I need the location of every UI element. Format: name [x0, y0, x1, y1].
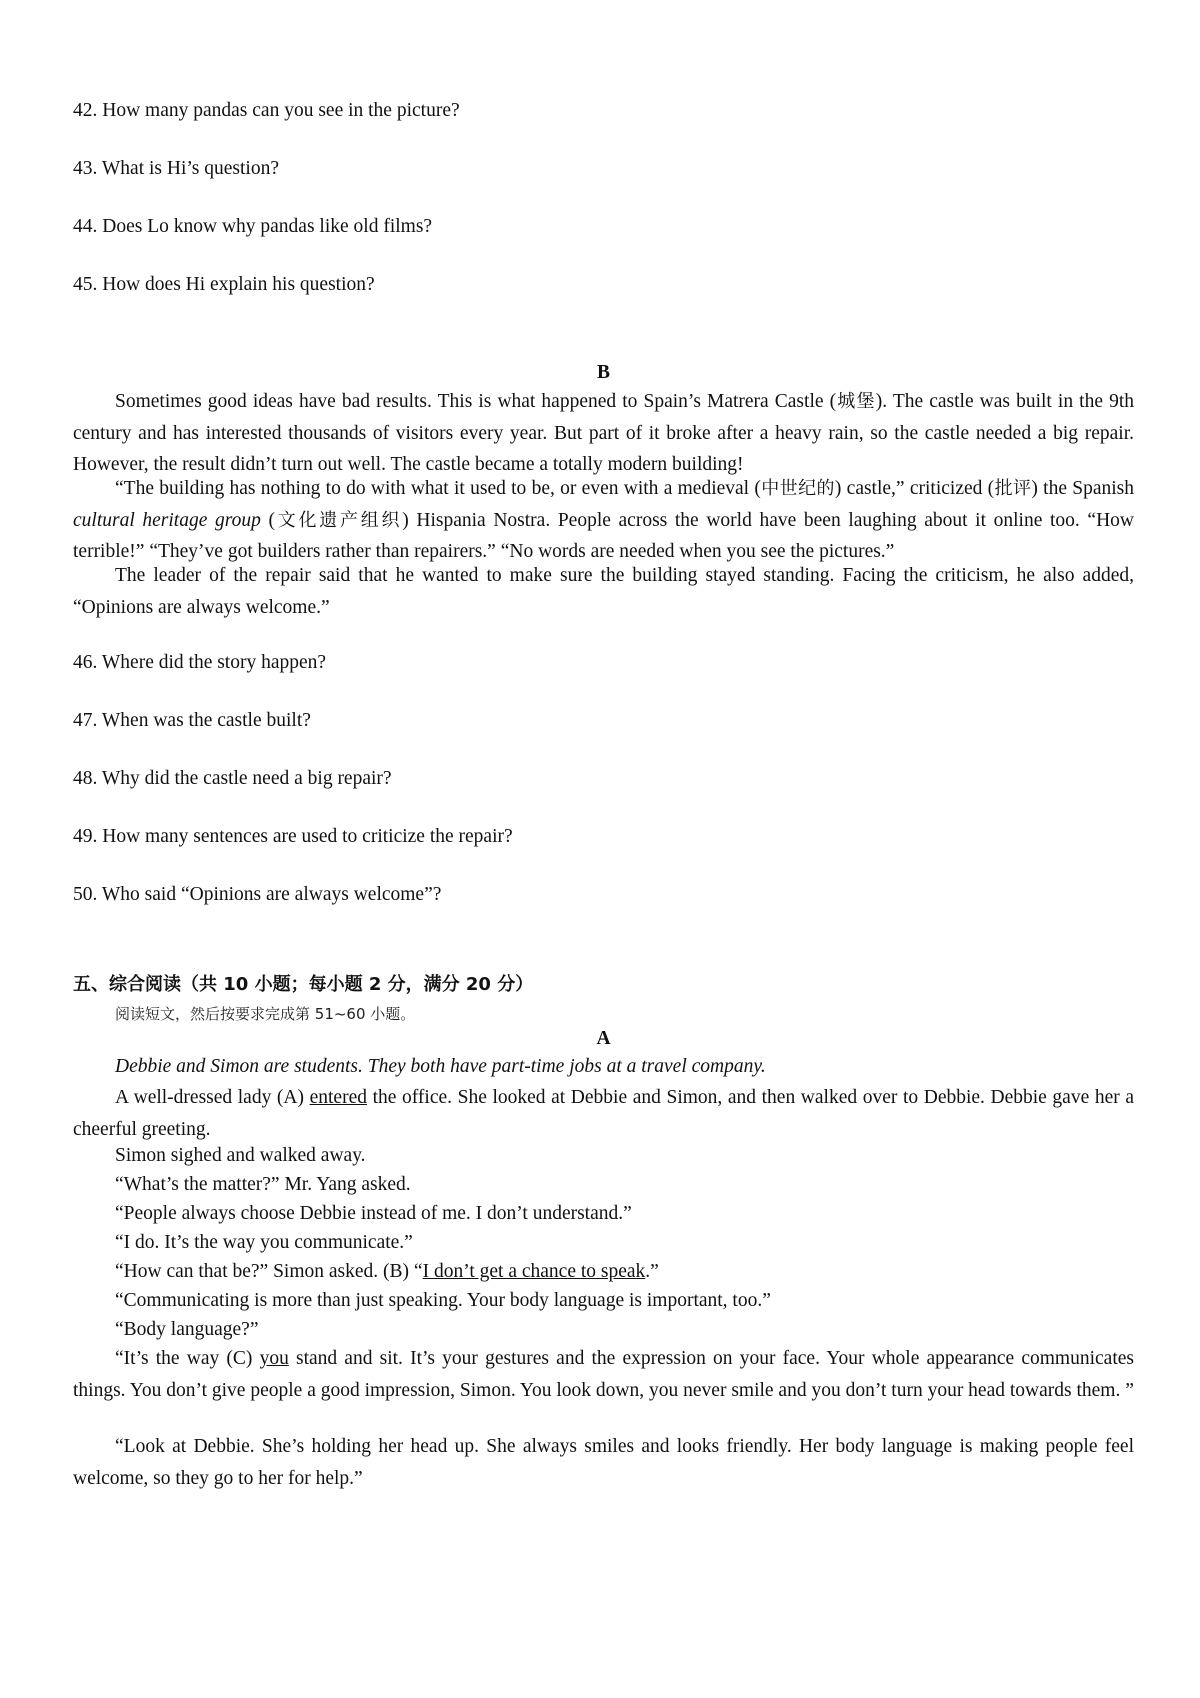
section-5-a-label: A — [596, 1028, 611, 1049]
question-47: 47. When was the castle built? — [73, 710, 311, 731]
question-49: 49. How many sentences are used to criticize the repair? — [73, 826, 513, 847]
passage-line: “What’s the matter?” Mr. Yang asked. — [115, 1174, 411, 1195]
passage-line: “How can that be?” Simon asked. (B) “I don’t get a chance to speak.” — [115, 1261, 659, 1282]
question-44: 44. Does Lo know why pandas like old films? — [73, 216, 433, 237]
passage-line: “Body language?” — [115, 1319, 259, 1340]
passage-line: “Communicating is more than just speaking. Your body language is important, too.” — [115, 1290, 771, 1311]
section-b-paragraph-1: Sometimes good ideas have bad results. This is what happened to Spain’s Matrera Castle (城堡). The castle was built in the 9th century and has interested thousands of visitors every year. But part of it broke after a heavy rain, so the castle needed a big repair. However, the result didn’t turn out well. The castle became a totally modern building! — [73, 391, 1134, 475]
section-b-paragraph-2: “The building has nothing to do with what it used to be, or even with a medieval (中世纪的) castle,” criticized (批评) the Spanish cultural heritage group (文化遗产组织) Hispania Nostra. People across the world have been laughing about it online too. “How terrible!” “They’ve got builders rather than repairers.” “No words are needed when you see the pictures.” — [73, 478, 1135, 562]
section-5-title: 五、综合阅读（共 10 小题；每小题 2 分，满分 20 分） — [73, 974, 534, 995]
question-43: 43. What is Hi’s question? — [73, 158, 279, 179]
question-50: 50. Who said “Opinions are always welcome”? — [73, 884, 442, 905]
underlined-word-c: you — [259, 1348, 289, 1369]
question-48: 48. Why did the castle need a big repair? — [73, 768, 392, 789]
question-42: 42. How many pandas can you see in the picture? — [73, 100, 460, 121]
underlined-sentence-b: I don’t get a chance to speak — [422, 1261, 646, 1282]
section-b-paragraph-3: The leader of the repair said that he wanted to make sure the building stayed standing. Facing the criticism, he also added, “Opinions are always welcome.” — [73, 565, 1134, 618]
underlined-word-a: entered — [309, 1087, 367, 1108]
passage-intro: Debbie and Simon are students. They both have part-time jobs at a travel company. — [115, 1056, 766, 1077]
passage-paragraph-3: “Look at Debbie. She’s holding her head up. She always smiles and looks friendly. Her body language is making people feel welcome, so they go to her for help.” — [73, 1436, 1134, 1489]
section-b-label: B — [596, 362, 610, 383]
section-5-instructions: 阅读短文，然后按要求完成第 51~60 小题。 — [115, 1005, 416, 1023]
passage-paragraph-1: A well-dressed lady (A) entered the office. She looked at Debbie and Simon, and then walked over to Debbie. Debbie gave her a cheerful greeting. — [73, 1087, 1134, 1140]
passage-paragraph-2: “It’s the way (C) you stand and sit. It’s your gestures and the expression on your face. Your whole appearance communicates things. You don’t give people a good impression, Simon. You look down, you never smile and you don’t turn your head towards them. ” — [73, 1348, 1134, 1401]
passage-line: “People always choose Debbie instead of me. I don’t understand.” — [115, 1203, 632, 1224]
question-46: 46. Where did the story happen? — [73, 652, 327, 673]
passage-line: “I do. It’s the way you communicate.” — [115, 1232, 413, 1253]
question-45: 45. How does Hi explain his question? — [73, 274, 375, 295]
passage-line: Simon sighed and walked away. — [115, 1145, 366, 1166]
